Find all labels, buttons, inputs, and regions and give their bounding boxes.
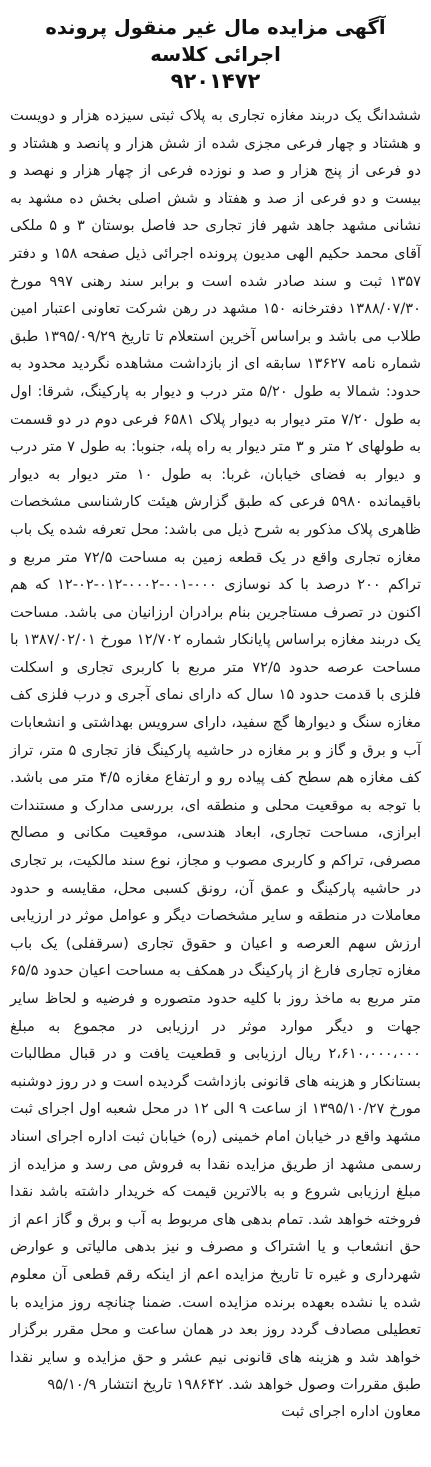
notice-title: آگهی مزایده مال غیر منقول پرونده اجرائی کلاسه bbox=[45, 16, 386, 66]
signature-line: معاون اداره اجرای ثبت bbox=[281, 1402, 421, 1420]
notice-body: ششدانگ یک دربند مغازه تجاری به پلاک ثبتی سیزده هزار و دویست و هشتاد و چهار فرعی مجزی شده از شش هزار و پانصد و هشتاد و دو فرعی از پنج هزار و صد و نوزده فرعی از چهار هزار و نهصد و بیست و دو فرعی از صد و هفتاد و شش اصلی بخش ده مشهد به نشانی مشهد جاهد شهر فاز تجاری حد فاصل بوستان ۳ و ۵ ملکی آقای محمد حکیم الهی مدیون پرونده اجرائی ذیل صفحه ۱۵۸ و دفتر ۱۳۵۷ ثبت و سند صادر شده است و برابر سند رهنی ۹۹۷ مورخ ۱۳۸۸/۰۷/۳۰ دفترخانه ۱۵۰ مشهد در رهن شرکت تعاونی اعتبار امین طلاب می باشد و براساس آخرین استعلام تا تاریخ ۱۳۹۵/۰۹/۲۹ طبق شماره نامه ۱۳۶۲۷ سابقه ای از بازداشت مشاهده نگردید محدود به حدود: شمالا به طول ۵/۲۰ متر درب و دیوار به پارکینگ، شرقا: اول به طول ۷/۲۰ متر دیوار به دیوار پلاک ۶۵۸۱ فرعی دوم در دو قسمت به طولهای ۲ متر و ۳ متر دیوار به راه پله، جنوبا: به طول ۷ متر درب و دیوار به فضای خیابان، غربا: به طول ۱۰ متر دیوار به دیوار باقیمانده ۵۹۸۰ فرعی که طبق گزارش هیئت کارشناسی مشخصات ظاهری پلاک مذکور به شرح ذیل می باشد: محل تعرفه شده یک باب مغازه تجاری واقع در یک قطعه زمین به مساحت ۷۲/۵ متر مربع و تراکم ۲۰۰ درصد با کد نوسازی ۰۰۰-۰۰۱-۰۰۰۲-۰۱۲-۰۲-۱۲ که هم اکنون در تصرف مستاجرین بنام برادران ارزانیان می باشد. مساحت یک دربند مغازه براساس پایانکار شماره ۱۲/۷۰۲ مورخ ۱۳۸۷/۰۲/۰۱ با مساحت عرصه حدود ۷۲/۵ متر مربع با کاربری تجاری و اسکلت فلزی با قدمت حدود ۱۵ سال که دارای نمای آجری و درب فلزی کف مغازه سنگ و دیوارها گچ سفید، دارای سرویس بهداشتی و انشعابات آب و برق و گاز و بر مغازه در حاشیه پارکینگ فاز تجاری ۵ متر، تراز کف مغازه هم سطح کف پیاده رو و ارتفاع مغازه ۴/۵ متر می باشد. با توجه به موقعیت محلی و منطقه ای، بررسی مدارک و مستندات ابرازی، مساحت تجاری، ابعاد هندسی، موقعیت مکانی و مصالح مصرفی، تراکم و کاربری مصوب و مجاز، نوع سند مالکیت، بر تجاری در حاشیه پارکینگ و عمق آن، رونق کسبی محل، مقایسه و حدود معاملات در منطقه و سایر مشخصات دیگر و عوامل موثر در ارزیابی ارزش سهم العرصه و اعیان و حقوق تجاری (سرقفلی) یک باب مغازه تجاری فارغ از پارکینگ در همکف به مساحت اعیان حدود ۶۵/۵ متر مربع به ماخذ روز با کلیه حدود متصوره و فرضیه و لحاظ سایر جهات و دیگر موارد موثر در ارزیابی در مجموع به مبلغ ۲،۶۱۰،۰۰۰،۰۰۰ ریال ارزیابی و قطعیت یافت و در قبال مطالبات بستانکار و هزینه های قانونی بازداشت گردیده است و در روز دوشنبه مورخ ۱۳۹۵/۱۰/۲۷ از ساعت ۹ الی ۱۲ در محل شعبه اول اجرای ثبت مشهد واقع در خیابان امام خمینی (ره) خیابان ثبت اداره اجرای اسناد رسمی مشهد از طریق مزایده نقدا به فروش می رسد و مزایده از مبلغ ارزیابی شروع و به بالاترین قیمت که خریدار داشته باشد نقدا فروخته خواهد شد. تمام بدهی های مربوط به آب و برق و گاز اعم از حق انشعاب و یا اشتراک و مصرف و نیز بدهی مالیاتی و عوارض شهرداری و غیره تا تاریخ مزایده اعم از اینکه رقم قطعی آن معلوم شده یا نشده بعهده برنده مزایده است. ضمنا چنانچه روز مزایده با تعطیلی مصادف گردد روز بعد در همان ساعت و محل مقرر برگزار خواهد شد و هزینه های قانونی نیم عشر و حق مزایده و سایر نقدا طبق مقررات وصول خواهد شد. ۱۹۸۶۴۲ تاریخ انتشار ۹۵/۱۰/۹ bbox=[10, 107, 422, 1394]
case-number: ۹۲۰۱۴۷۲ bbox=[170, 69, 261, 93]
